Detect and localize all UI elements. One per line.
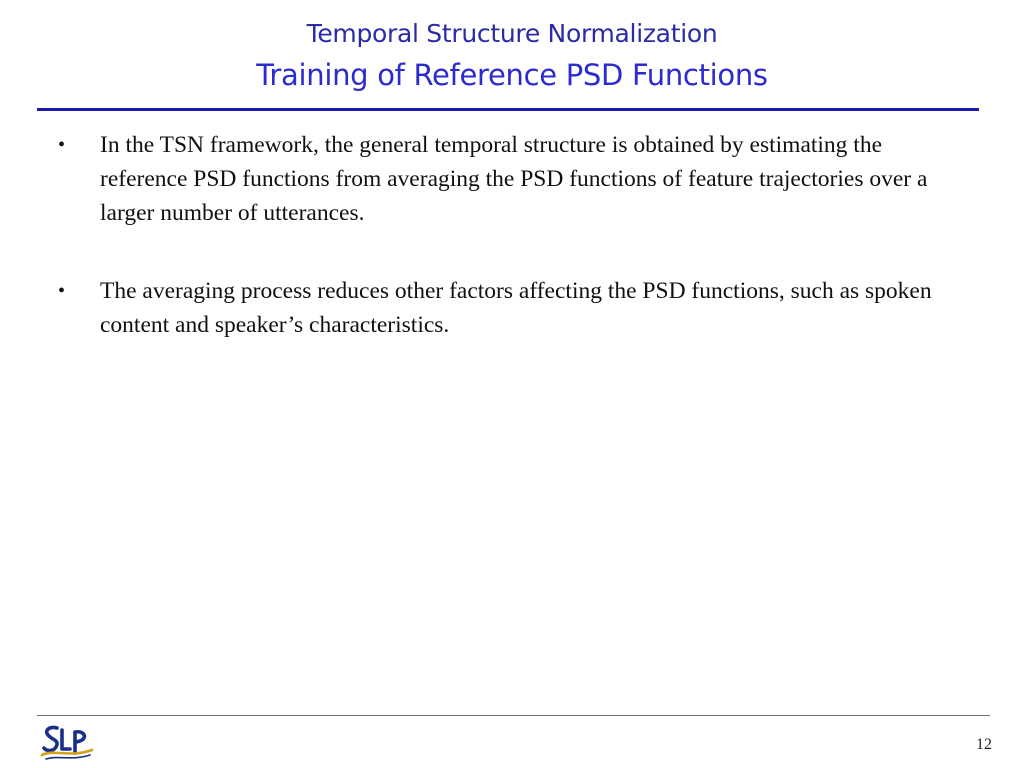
bullet-item bbox=[58, 128, 958, 230]
slide-title-line2: Training of Reference PSD Functions bbox=[256, 58, 768, 92]
bullet-marker-icon: • bbox=[58, 280, 66, 302]
bullet-text: The averaging process reduces other factors affecting the PSD functions, such as spoken content and speaker’s characteristics. bbox=[100, 278, 932, 338]
bullet-item bbox=[58, 274, 958, 342]
slide-title bbox=[0, 14, 1024, 96]
bullet-marker-icon: • bbox=[58, 134, 66, 156]
bullet-list bbox=[58, 128, 958, 386]
footer-divider bbox=[37, 715, 990, 716]
slp-logo-icon bbox=[40, 722, 96, 762]
title-divider bbox=[37, 108, 979, 111]
bullet-text: In the TSN framework, the general temporal structure is obtained by estimating the reference PSD functions from averaging the PSD functions of feature trajectories over a larger number of utterances. bbox=[100, 132, 928, 226]
page-number: 12 bbox=[976, 736, 992, 753]
slide-title-line1: Temporal Structure Normalization bbox=[306, 19, 718, 48]
